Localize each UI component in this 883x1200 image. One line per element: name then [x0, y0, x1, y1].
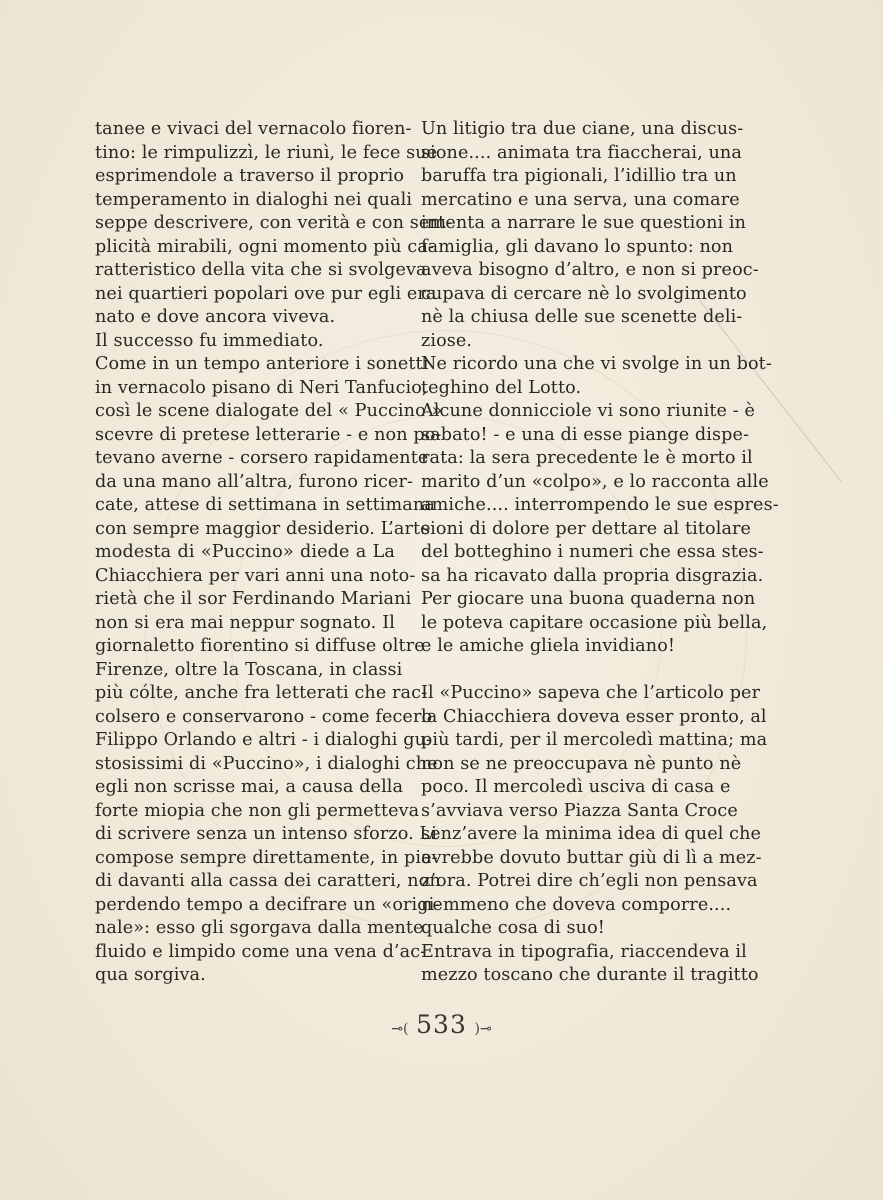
folio-ornament-left: ⊸( — [391, 1021, 409, 1037]
text-line: sabato! - e una di esse piange dispe- — [421, 424, 750, 445]
text-line: rietà che il sor Ferdinando Mariani — [95, 589, 412, 609]
text-line: Alcune donnicciole vi sono riunite - è — [421, 401, 756, 421]
text-line: z’ora. Potrei dire ch’egli non pensava — [421, 871, 758, 891]
text-line: rata: la sera precedente le è morto il — [421, 448, 753, 468]
text-line: Un litigio tra due ciane, una discus- — [421, 119, 744, 139]
text-line: giornaletto fiorentino si diffuse oltre — [95, 636, 425, 656]
text-line: nato e dove ancora viveva. — [95, 307, 336, 327]
text-line: avrebbe dovuto buttar giù di lì a mez- — [421, 847, 762, 868]
text-line: s’avviava verso Piazza Santa Croce — [421, 800, 738, 821]
text-line: Ne ricordo una che vi svolge in un bot- — [421, 354, 772, 374]
text-line: così le scene dialogate del « Puccino » — [95, 401, 443, 421]
text-line: Entrava in tipografia, riaccendeva il — [421, 941, 747, 962]
text-line: intenta a narrare le sue questioni in — [421, 213, 747, 233]
text-line: nemmeno che doveva comporre.... — [421, 894, 732, 915]
text-line: aveva bisogno d’altro, e non si preoc- — [421, 260, 759, 280]
text-line: egli non scrisse mai, a causa della — [95, 777, 404, 797]
text-line: qua sorgiva. — [95, 965, 206, 985]
text-line: con sempre maggior desiderio. L’arte — [95, 518, 431, 539]
text-line: non se ne preoccupava nè punto nè — [421, 753, 742, 774]
folio-ornament-right: )⊸ — [474, 1021, 492, 1037]
text-line: tevano averne - corsero rapidamente — [95, 448, 429, 468]
text-line: Firenze, oltre la Toscana, in classi — [95, 659, 403, 680]
text-line: fluido e limpido come una vena d’ac- — [95, 941, 427, 962]
text-line: Filippo Orlando e altri - i dialoghi gu- — [95, 730, 433, 750]
text-line: Come in un tempo anteriore i sonetti — [95, 354, 429, 374]
text-line: seppe descrivere, con verità e con sem- — [95, 213, 453, 233]
text-line: più cólte, anche fra letterati che rac- — [95, 683, 428, 703]
text-column-right — [421, 118, 779, 988]
text-line: Per giocare una buona quaderna non — [421, 589, 756, 609]
text-line: senz’avere la minima idea di quel che — [421, 824, 762, 844]
text-line: del botteghino i numeri che essa stes- — [421, 542, 764, 562]
text-line: amiche.... interrompendo le sue espres- — [421, 495, 779, 515]
text-line: Il successo fu immediato. — [95, 330, 324, 351]
text-line: plicità mirabili, ogni momento più ca- — [95, 236, 434, 257]
text-line: più tardi, per il mercoledì mattina; ma — [421, 730, 768, 750]
text-line: sa ha ricavato dalla propria disgrazia. — [421, 565, 764, 586]
text-line: scevre di pretese letterarie - e non po- — [95, 424, 442, 445]
text-line: non si era mai neppur sognato. Il — [95, 612, 395, 633]
text-line: nè la chiusa delle sue scenette deli- — [421, 307, 743, 327]
text-line: Il «Puccino» sapeva che l’articolo per — [421, 683, 761, 703]
text-line: cupava di cercare nè lo svolgimento — [421, 283, 747, 304]
text-line: sioni di dolore per dettare al titolare — [421, 518, 752, 539]
text-line: la Chiacchiera doveva esser pronto, al — [421, 706, 767, 727]
text-line: baruffa tra pigionali, l’idillio tra un — [421, 166, 737, 186]
text-line: di davanti alla cassa dei caratteri, non — [95, 871, 441, 891]
text-line: cate, attese di settimana in settimana — [95, 495, 435, 515]
text-line: forte miopia che non gli permetteva — [95, 800, 420, 821]
text-line: tino: le rimpulizzì, le riunì, le fece sue — [95, 142, 438, 163]
text-line: tanee e vivaci del vernacolo fioren- — [95, 119, 412, 139]
text-line: temperamento in dialoghi nei quali — [95, 189, 413, 210]
text-line: di scrivere senza un intenso sforzo. Li — [95, 824, 438, 844]
text-line: compose sempre direttamente, in pie- — [95, 847, 438, 868]
text-line: colsero e conservarono - come fecero — [95, 706, 433, 727]
text-line: qualche cosa di suo! — [421, 918, 605, 938]
text-line: le poteva capitare occasione più bella, — [421, 612, 768, 633]
text-line: e le amiche gliela invidiano! — [421, 636, 676, 656]
text-line: nei quartieri popolari ove pur egli era — [95, 283, 437, 304]
text-line: mercatino e una serva, una comare — [421, 189, 740, 210]
text-line: mezzo toscano che durante il tragitto — [421, 965, 759, 985]
text-line: sione.... animata tra fiaccherai, una — [421, 142, 742, 163]
text-line: nale»: esso gli sgorgava dalla mente — [95, 918, 424, 938]
text-line: da una mano all’altra, furono ricer- — [95, 471, 414, 492]
text-line: modesta di «Puccino» diede a La — [95, 542, 395, 562]
text-line: stosissimi di «Puccino», i dialoghi che — [95, 753, 438, 774]
text-line: perdendo tempo a decifrare un «origi- — [95, 894, 441, 915]
page-number — [0, 1010, 883, 1039]
text-line: teghino del Lotto. — [421, 377, 582, 398]
text-line: ratteristico della vita che si svolgeva — [95, 260, 427, 280]
text-line: in vernacolo pisano di Neri Tanfucio, — [95, 377, 428, 398]
text-line: famiglia, gli davano lo spunto: non — [421, 236, 734, 257]
text-line: poco. Il mercoledì usciva di casa e — [421, 777, 731, 797]
text-line: esprimendole a traverso il proprio — [95, 166, 405, 186]
text-line: marito d’un «colpo», e lo racconta alle — [421, 471, 769, 492]
text-line: ziose. — [421, 330, 473, 351]
paragraph-gap — [421, 659, 723, 683]
page-number-value: 533 — [416, 1010, 467, 1039]
text-line: Chiacchiera per vari anni una noto- — [95, 565, 416, 586]
